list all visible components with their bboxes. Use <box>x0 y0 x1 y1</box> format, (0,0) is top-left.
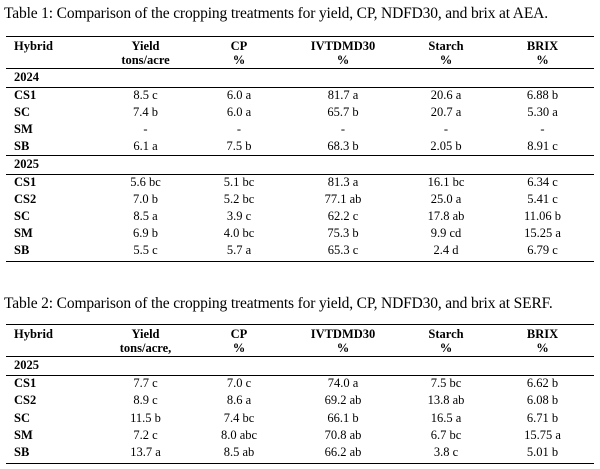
header-line-1: CP <box>230 327 248 341</box>
column-header-starch <box>401 325 491 357</box>
cp-cell: 7.5 b <box>226 138 252 153</box>
table-1-header <box>6 37 594 69</box>
hybrid-cell: CS1 <box>14 87 37 102</box>
yield-cell: 6.1 a <box>133 138 158 153</box>
hybrid-cell: CS2 <box>14 393 37 408</box>
table-row <box>6 87 594 104</box>
table-row <box>6 175 594 192</box>
cp-cell: 7.0 c <box>226 376 252 391</box>
yield-cell: 7.4 b <box>133 104 158 119</box>
cp-cell: 7.4 bc <box>223 410 255 425</box>
column-header-ivtdmd30 <box>285 325 401 357</box>
starch-cell: 6.7 bc <box>430 427 462 442</box>
year-row <box>6 69 594 88</box>
brix-cell: 5.41 c <box>527 192 558 207</box>
year-label: 2024 <box>14 70 39 84</box>
column-header-ivtdmd30 <box>285 37 401 69</box>
cp-cell: 8.5 ab <box>223 444 255 459</box>
header-line-1: BRIX <box>526 327 559 341</box>
hybrid-cell: SC <box>14 410 30 425</box>
brix-cell: 6.34 c <box>527 175 558 190</box>
cp-cell: - <box>236 121 242 136</box>
starch-cell: 2.05 b <box>430 138 462 153</box>
header-line-2: % <box>439 341 453 355</box>
ivtdmd30-cell: 66.2 ab <box>324 444 362 459</box>
header-line-2: % <box>232 341 246 355</box>
brix-cell: 6.71 b <box>526 410 559 425</box>
hybrid-cell: SM <box>14 226 33 241</box>
header-line-1: IVTDMD30 <box>310 39 376 53</box>
hybrid-cell: CS2 <box>14 192 37 207</box>
header-line-1: Starch <box>428 39 464 53</box>
header-line-2: % <box>232 53 246 67</box>
cp-cell: 8.0 abc <box>220 427 258 442</box>
header-line-2: % <box>536 341 549 355</box>
cp-cell: 6.0 a <box>226 87 252 102</box>
column-header-yield <box>98 325 193 357</box>
ivtdmd30-cell: - <box>340 121 346 136</box>
hybrid-cell: SB <box>14 444 30 459</box>
brix-cell: 8.91 c <box>527 138 558 153</box>
table-1-caption: Table 1: Comparison of the cropping treatments for yield, CP, NDFD30, and brix at AEA. <box>4 5 548 22</box>
table-row <box>6 376 594 394</box>
year-label: 2025 <box>14 157 39 172</box>
year-row <box>6 357 594 376</box>
header-line-2: % <box>536 53 549 67</box>
yield-cell: 11.5 b <box>130 410 161 425</box>
starch-cell: 20.6 a <box>430 87 462 102</box>
header-line-1: IVTDMD30 <box>310 327 376 341</box>
table-row <box>6 243 594 262</box>
hybrid-cell: SC <box>14 209 30 224</box>
table-row <box>6 122 594 139</box>
ivtdmd30-cell: 70.8 ab <box>324 427 362 442</box>
starch-cell: 3.8 c <box>433 444 459 459</box>
yield-cell: 6.9 b <box>133 226 158 241</box>
header-line-1: Starch <box>428 327 464 341</box>
yield-cell: - <box>143 121 148 136</box>
table-row <box>6 209 594 226</box>
table-row <box>6 139 594 156</box>
brix-cell: 5.01 b <box>526 444 559 459</box>
yield-cell: 8.9 c <box>133 393 158 408</box>
hybrid-cell: CS1 <box>14 376 37 391</box>
hybrid-cell: SB <box>14 138 30 153</box>
starch-cell: 2.4 d <box>433 242 459 257</box>
column-header-brix <box>491 325 594 357</box>
header-line-2: % <box>439 53 453 67</box>
ivtdmd30-cell: 62.2 c <box>327 209 359 224</box>
brix-cell: 6.79 c <box>527 242 558 257</box>
header-line-1: CP <box>230 39 248 53</box>
ivtdmd30-cell: 75.3 b <box>327 226 359 241</box>
column-header-hybrid <box>6 325 98 357</box>
ivtdmd30-cell: 68.3 b <box>327 138 359 153</box>
year-row <box>6 156 594 175</box>
brix-cell: 15.25 a <box>524 226 561 241</box>
table-2-body <box>6 357 594 464</box>
column-header-yield <box>98 37 193 69</box>
brix-cell: 6.62 b <box>526 376 559 391</box>
yield-cell: 7.7 c <box>133 376 158 391</box>
brix-cell: 6.88 b <box>526 87 559 102</box>
hybrid-cell: SC <box>14 104 30 119</box>
table-row <box>6 105 594 122</box>
starch-cell: - <box>443 121 449 136</box>
column-header-hybrid <box>6 37 98 69</box>
yield-cell: 7.2 c <box>133 427 158 442</box>
starch-cell: 16.1 bc <box>427 175 465 190</box>
table-row <box>6 226 594 243</box>
header-line-1: Yield <box>131 39 160 53</box>
brix-cell: - <box>540 121 545 136</box>
hybrid-cell: SB <box>14 242 30 257</box>
yield-cell: 13.7 a <box>130 444 161 459</box>
starch-cell: 20.7 a <box>430 104 462 119</box>
cp-cell: 3.9 c <box>226 209 252 224</box>
cp-cell: 6.0 a <box>226 104 252 119</box>
table-row <box>6 445 594 464</box>
ivtdmd30-cell: 77.1 ab <box>324 192 362 207</box>
header-line-1: BRIX <box>526 39 559 53</box>
hybrid-cell: CS1 <box>14 175 37 190</box>
cp-cell: 5.7 a <box>226 242 252 257</box>
yield-cell: 5.6 bc <box>130 175 161 190</box>
brix-cell: 11.06 b <box>523 209 562 224</box>
brix-cell: 6.08 b <box>526 393 559 408</box>
cp-cell: 5.1 bc <box>223 175 255 190</box>
cp-cell: 5.2 bc <box>223 192 255 207</box>
cp-cell: 8.6 a <box>226 393 252 408</box>
header-line-2: % <box>336 341 350 355</box>
table-1-body <box>6 69 594 262</box>
hybrid-cell: SM <box>14 121 33 136</box>
header-line-1: Yield <box>131 327 160 341</box>
column-header-brix <box>491 37 594 69</box>
yield-cell: 8.5 a <box>133 209 158 224</box>
cp-cell: 4.0 bc <box>223 226 255 241</box>
year-label: 2025 <box>14 358 39 372</box>
header-line-2: % <box>336 53 350 67</box>
table-2-header <box>6 325 594 357</box>
starch-cell: 25.0 a <box>430 192 462 207</box>
ivtdmd30-cell: 65.3 c <box>327 242 359 257</box>
table-2 <box>6 324 594 464</box>
starch-cell: 9.9 cd <box>430 226 462 241</box>
starch-cell: 17.8 ab <box>427 209 465 224</box>
column-header-cp <box>193 325 285 357</box>
starch-cell: 7.5 bc <box>430 376 462 391</box>
ivtdmd30-cell: 81.3 a <box>327 175 359 190</box>
ivtdmd30-cell: 65.7 b <box>327 104 359 119</box>
table-row <box>6 192 594 209</box>
ivtdmd30-cell: 66.1 b <box>327 410 359 425</box>
table-row <box>6 411 594 428</box>
header-line-1: Hybrid <box>14 327 53 341</box>
header-line-1: Hybrid <box>14 39 53 53</box>
ivtdmd30-cell: 69.2 ab <box>324 393 362 408</box>
table-1 <box>6 36 594 262</box>
yield-cell: 8.5 c <box>133 87 158 102</box>
hybrid-cell: SM <box>14 427 33 442</box>
header-line-2: tons/acre <box>121 53 170 67</box>
column-header-cp <box>193 37 285 69</box>
ivtdmd30-cell: 74.0 a <box>327 376 359 391</box>
header-line-2: tons/acre, <box>119 341 172 355</box>
starch-cell: 16.5 a <box>430 410 462 425</box>
starch-cell: 13.8 ab <box>427 393 465 408</box>
column-header-starch <box>401 37 491 69</box>
table-row <box>6 393 594 410</box>
brix-cell: 5.30 a <box>527 104 558 119</box>
yield-cell: 5.5 c <box>133 242 158 257</box>
table-2-caption: Table 2: Comparison of the cropping treatments for yield, CP, NDFD30, and brix at SERF. <box>4 295 553 312</box>
table-row <box>6 428 594 445</box>
brix-cell: 15.75 a <box>524 427 561 442</box>
yield-cell: 7.0 b <box>133 192 158 207</box>
ivtdmd30-cell: 81.7 a <box>327 87 359 102</box>
